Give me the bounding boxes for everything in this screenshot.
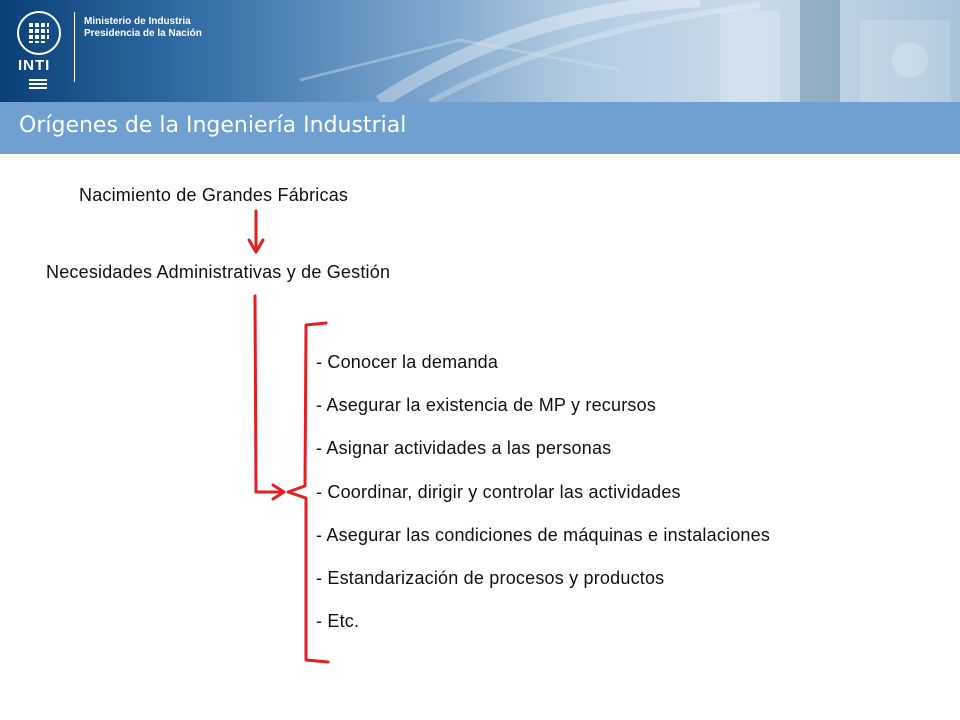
activities-list (316, 350, 770, 652)
list-item: - Asignar actividades a las personas (316, 438, 612, 459)
ministry-line-2: Presidencia de la Nación (84, 28, 202, 39)
ministry-line-1: Ministerio de Industria (84, 16, 191, 27)
right-arrow-icon (255, 296, 282, 492)
list-item: - Asegurar las condiciones de máquinas e instalaciones (316, 524, 771, 545)
logo-text: INTI (18, 57, 51, 74)
list-item: - Asegurar la existencia de MP y recursos (316, 395, 657, 416)
list-item: - Conocer la demanda (316, 352, 499, 372)
list-item: - Coordinar, dirigir y controlar las actividades (316, 481, 681, 502)
step-necesidades: Necesidades Administrativas y de Gestión (46, 262, 391, 282)
step-grandes-fabricas: Nacimiento de Grandes Fábricas (79, 185, 349, 205)
list-item: - Etc. (316, 611, 360, 632)
list-item: - Estandarización de procesos y productos (316, 567, 665, 588)
slide-title: Orígenes de la Ingeniería Industrial (19, 113, 407, 138)
